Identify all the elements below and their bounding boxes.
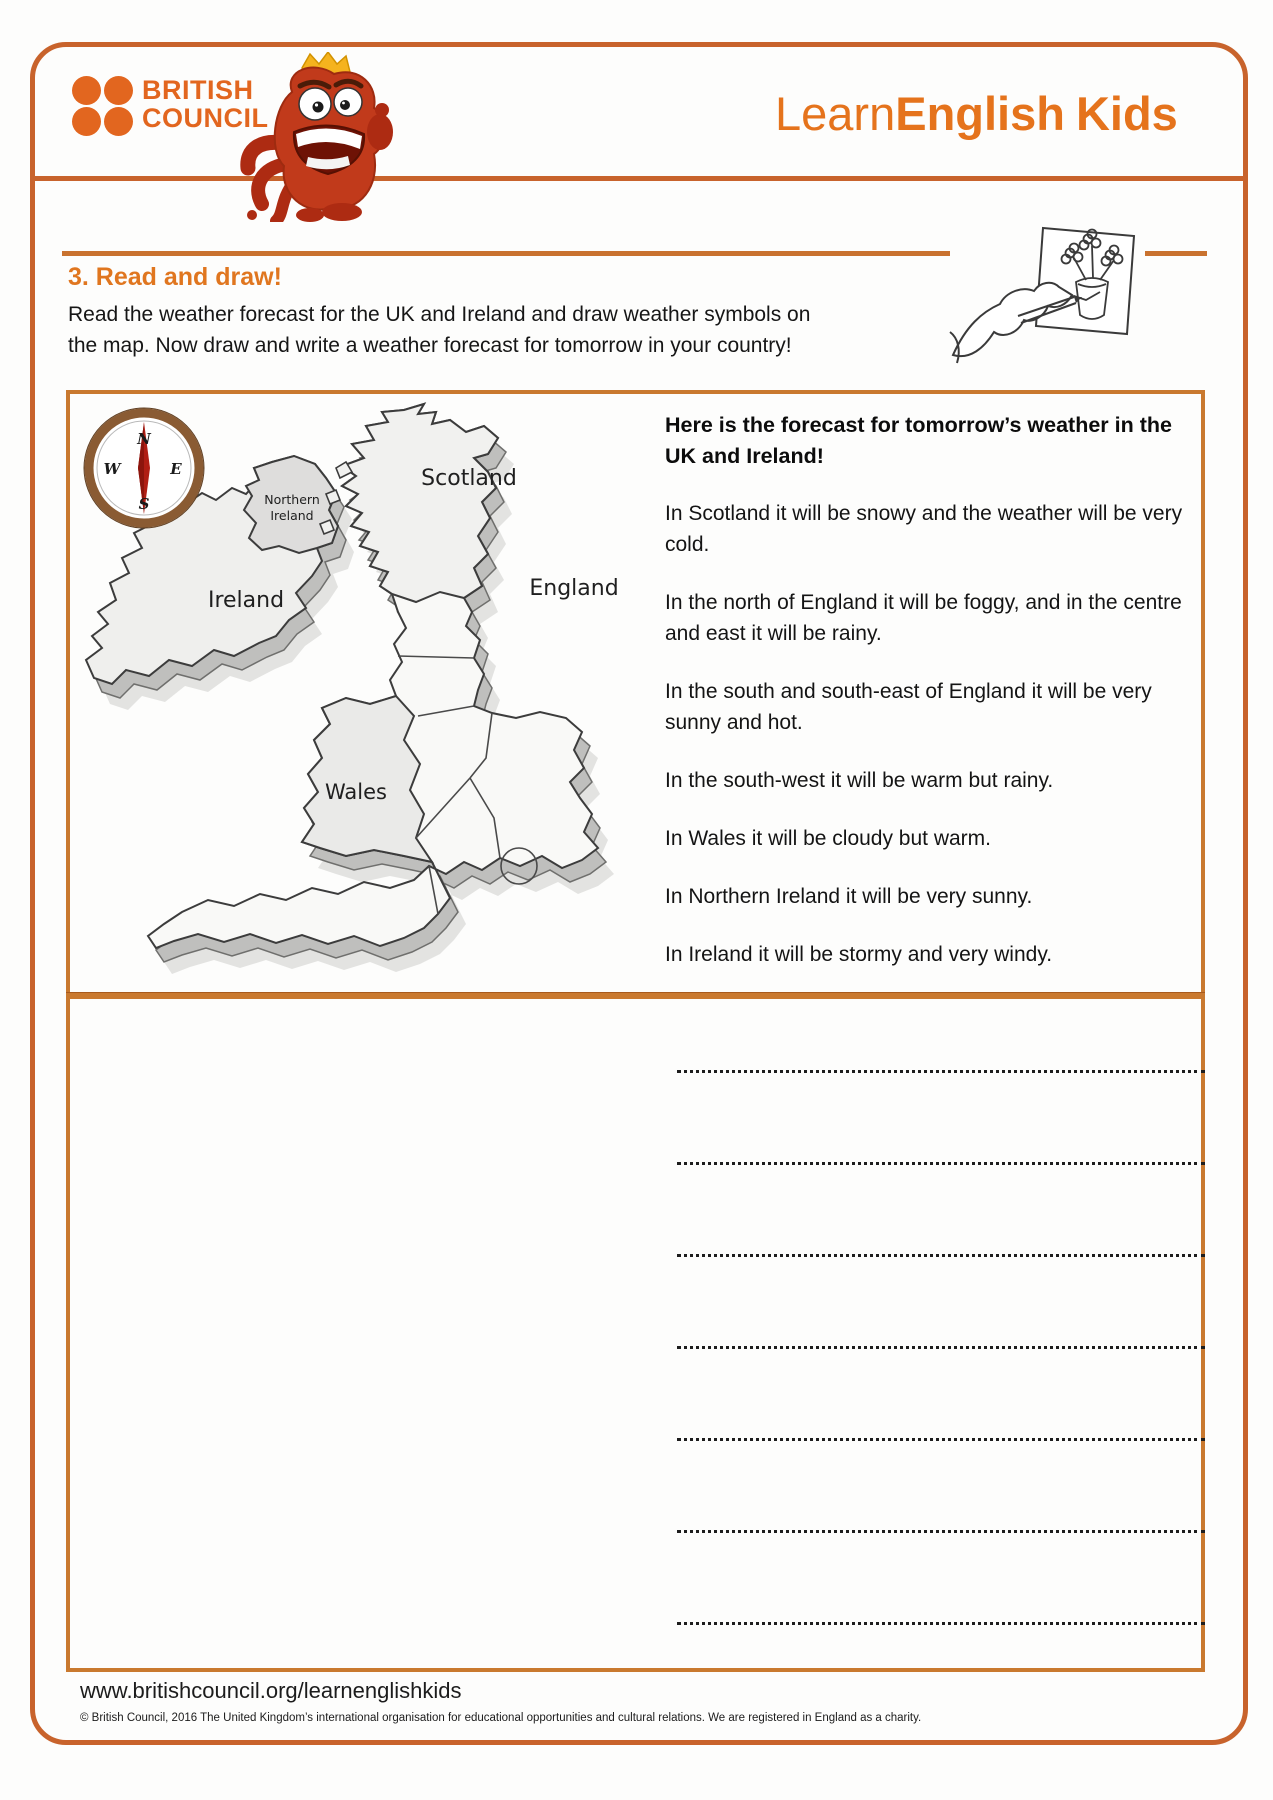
brand-line1: BRITISH [142, 75, 254, 105]
forecast-column [665, 410, 1205, 997]
map-label-england: England [529, 576, 619, 601]
forecast-paragraph: In the south-west it will be warm but rainy. [665, 769, 1054, 792]
footer-url[interactable]: www.britishcouncil.org/learnenglishkids [80, 1678, 462, 1703]
writing-line[interactable] [677, 1441, 1205, 1533]
compass-south: S [138, 495, 150, 513]
logo-learn: Learn [775, 87, 896, 140]
logo-kids: Kids [1075, 87, 1178, 140]
activity-heading: 3. Read and draw! [68, 263, 282, 291]
writing-line[interactable] [677, 1073, 1205, 1165]
forecast-paragraph: In Wales it will be cloudy but warm. [665, 827, 992, 850]
writing-line[interactable] [677, 997, 1205, 1073]
forecast-paragraph: In Northern Ireland it will be very sunny. [665, 885, 1033, 908]
learnenglish-kids-logo [775, 86, 1178, 141]
writing-line[interactable] [677, 1257, 1205, 1349]
map-label-northern-ireland-2: Ireland [270, 508, 314, 523]
footer-copyright: © British Council, 2016 The United Kingdom’s international organisation for educational opportunities and cultural relations. We are registered in England as a charity. [80, 1712, 922, 1724]
writing-line[interactable] [677, 1349, 1205, 1441]
monster-mascot-icon [222, 52, 402, 222]
writing-lines [677, 997, 1205, 1625]
forecast-paragraph: In the north of England it will be foggy, and in the centre and east it will be rainy. [665, 591, 1182, 645]
forecast-heading: Here is the forecast for tomorrow’s weather in the UK and Ireland! [665, 413, 1172, 468]
header-divider [30, 176, 1243, 181]
writing-line[interactable] [677, 1165, 1205, 1257]
compass-east: E [170, 460, 182, 478]
section-divider-right [1145, 251, 1207, 256]
writing-line[interactable] [677, 1533, 1205, 1625]
hand-drawing-icon [948, 220, 1143, 372]
activity-instructions: Read the weather forecast for the UK and Ireland and draw weather symbols on the map. Now draw and write a weather forecast for tomorrow in your country! [68, 303, 811, 357]
forecast-paragraph: In Ireland it will be stormy and very windy. [665, 943, 1053, 966]
compass-north: N [137, 430, 151, 448]
section-divider [62, 251, 950, 256]
map-label-ireland: Ireland [207, 588, 285, 613]
brand-line2: COUNCIL [142, 103, 269, 133]
compass-icon [82, 406, 206, 530]
map-label-scotland: Scotland [421, 466, 517, 491]
content-box [66, 390, 1205, 1672]
forecast-paragraph: In Scotland it will be snowy and the weather will be very cold. [665, 502, 1183, 556]
compass-west: W [103, 460, 121, 478]
logo-english: English [895, 87, 1065, 140]
forecast-paragraphs [665, 498, 1205, 970]
forecast-paragraph: In the south and south-east of England it will be very sunny and hot. [665, 680, 1152, 734]
map-label-wales: Wales [325, 780, 387, 804]
british-council-dots-icon [72, 76, 134, 138]
map-label-northern-ireland-1: Northern [264, 492, 320, 507]
